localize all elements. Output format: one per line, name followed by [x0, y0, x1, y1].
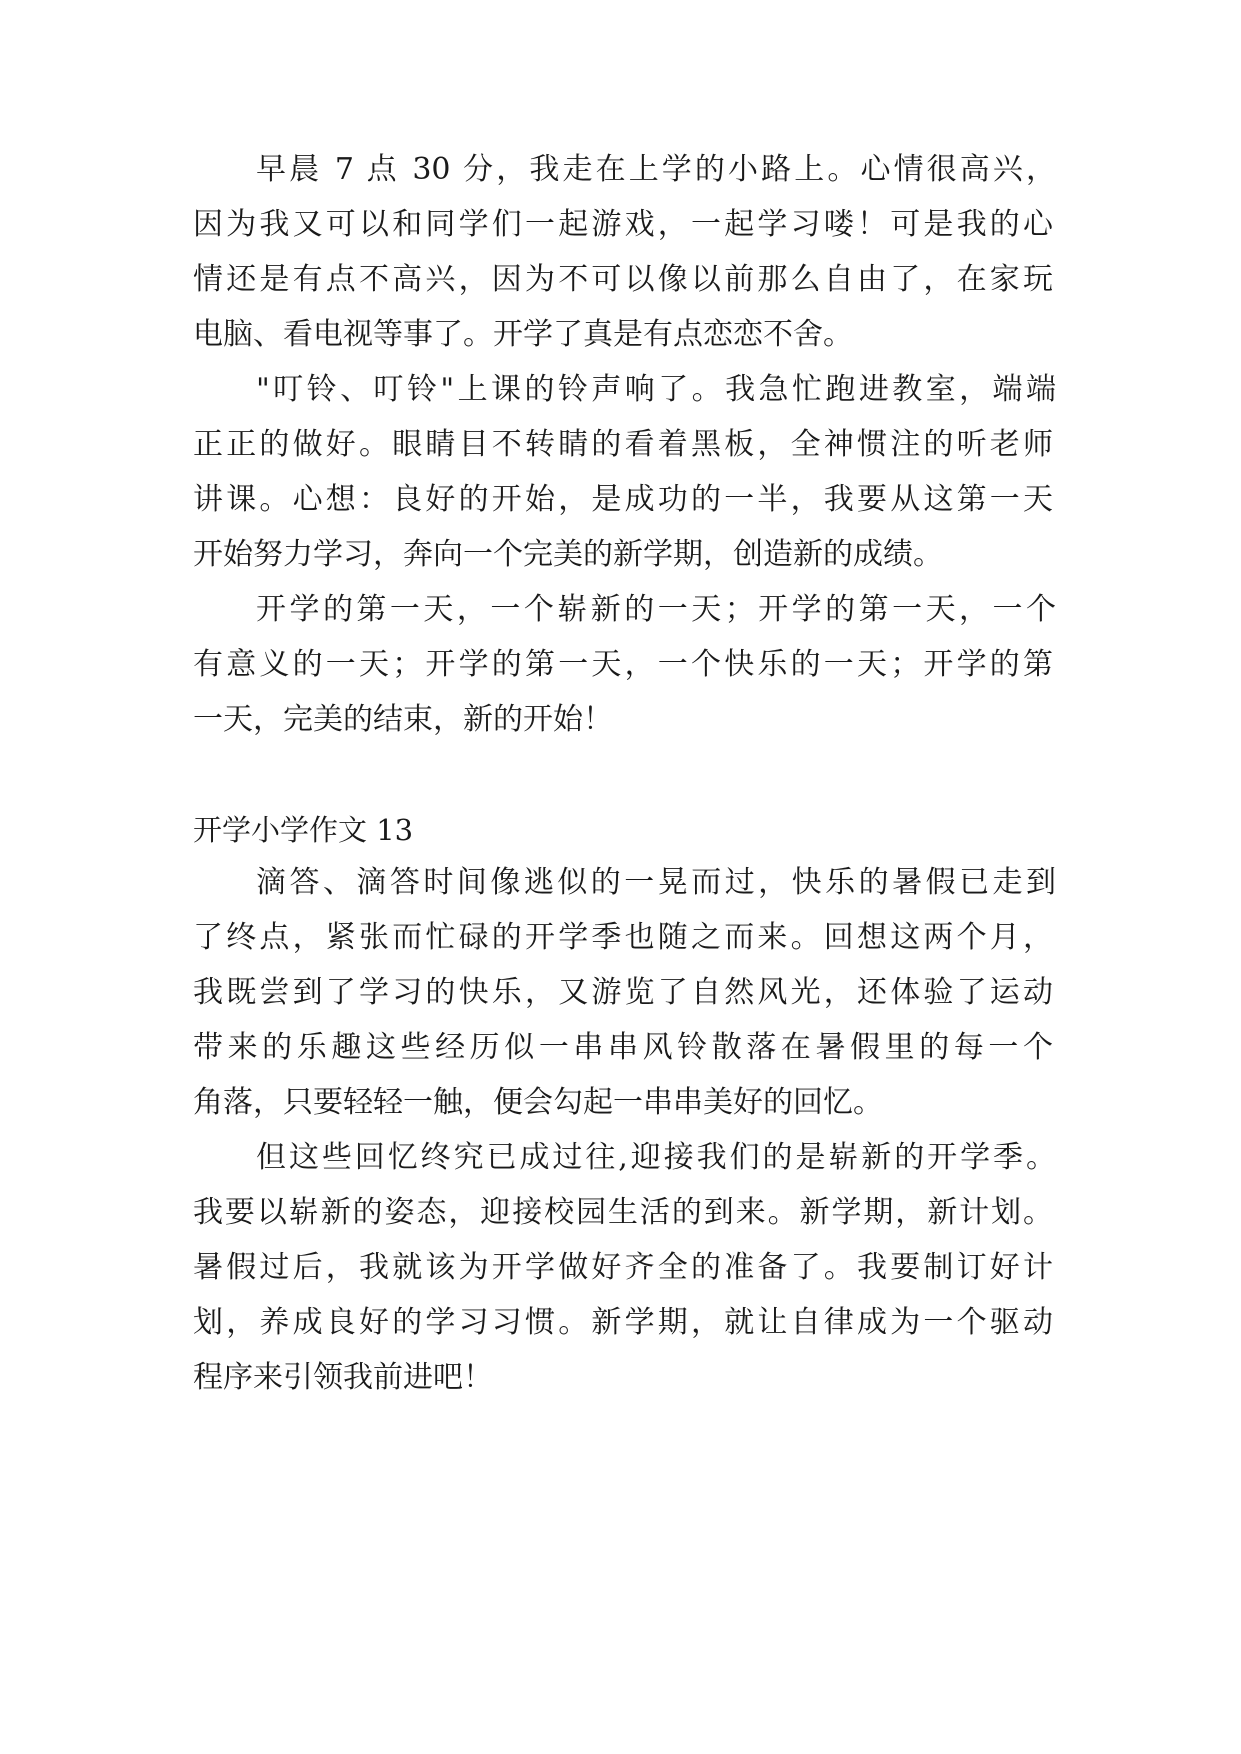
section-heading: 开学小学作文 13 [193, 813, 414, 847]
paragraph-5-line-5: 程序来引领我前进吧！ [193, 1360, 493, 1395]
paragraph-2-line-1: "叮铃、叮铃"上课的铃声响了。我急忙跑进教室，端端 [256, 372, 1056, 407]
paragraph-1-line-2: 因为我又可以和同学们一起游戏，一起学习喽！可是我的心 [193, 207, 1053, 242]
paragraph-4-line-5: 角落，只要轻轻一触，便会勾起一串串美好的回忆。 [193, 1085, 883, 1120]
paragraph-5-line-3: 暑假过后，我就该为开学做好齐全的准备了。我要制订好计 [193, 1250, 1053, 1285]
paragraph-1-line-4: 电脑、看电视等事了。开学了真是有点恋恋不舍。 [193, 317, 853, 352]
paragraph-5-line-2: 我要以崭新的姿态，迎接校园生活的到来。新学期，新计划。 [193, 1195, 1053, 1230]
paragraph-4-line-3: 我既尝到了学习的快乐，又游览了自然风光，还体验了运动 [193, 975, 1053, 1010]
paragraph-3-line-2: 有意义的一天；开学的第一天，一个快乐的一天；开学的第 [193, 647, 1053, 682]
paragraph-1-line-3: 情还是有点不高兴，因为不可以像以前那么自由了，在家玩 [193, 262, 1053, 297]
paragraph-2-line-3: 讲课。心想：良好的开始，是成功的一半，我要从这第一天 [193, 482, 1053, 517]
paragraph-2-line-4: 开始努力学习，奔向一个完美的新学期，创造新的成绩。 [193, 537, 943, 572]
paragraph-5-line-4: 划，养成良好的学习习惯。新学期，就让自律成为一个驱动 [193, 1305, 1053, 1340]
paragraph-5-line-1: 但这些回忆终究已成过往,迎接我们的是崭新的开学季。 [256, 1140, 1056, 1175]
paragraph-4-line-4: 带来的乐趣这些经历似一串串风铃散落在暑假里的每一个 [193, 1030, 1053, 1065]
paragraph-4-line-2: 了终点，紧张而忙碌的开学季也随之而来。回想这两个月， [193, 920, 1053, 955]
paragraph-2-line-2: 正正的做好。眼睛目不转睛的看着黑板，全神惯注的听老师 [193, 427, 1053, 462]
paragraph-4-line-1: 滴答、滴答时间像逃似的一晃而过，快乐的暑假已走到 [256, 865, 1056, 900]
paragraph-1-line-1: 早晨 7 点 30 分，我走在上学的小路上。心情很高兴， [256, 152, 1056, 187]
paragraph-3-line-3: 一天，完美的结束，新的开始！ [193, 702, 613, 737]
paragraph-3-line-1: 开学的第一天，一个崭新的一天；开学的第一天，一个 [256, 592, 1056, 627]
